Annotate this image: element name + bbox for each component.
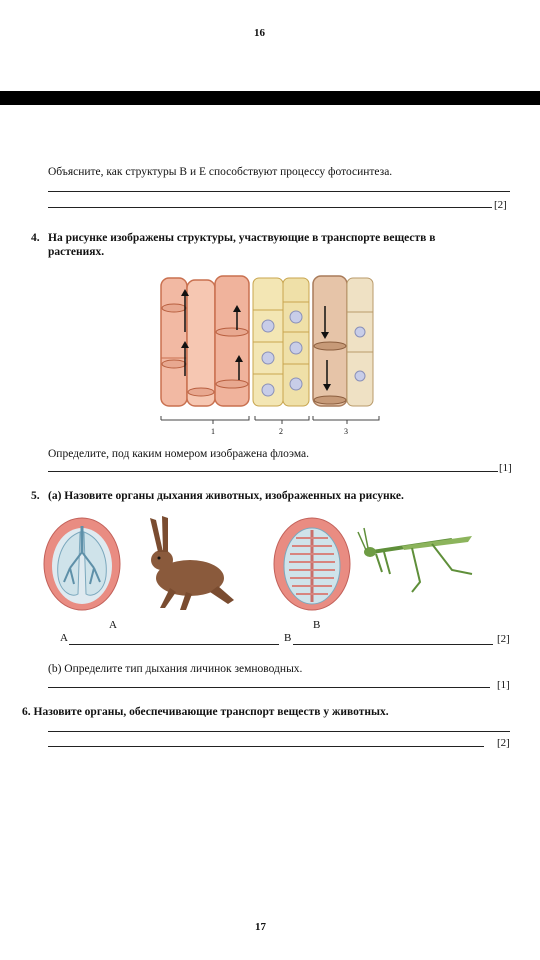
figure-label-1: 1 (211, 427, 215, 436)
question-4-subquestion: Определите, под каким номером изображена флоэма. (48, 448, 310, 460)
figure-label-3: 3 (344, 427, 348, 436)
answer-line[interactable] (48, 731, 510, 732)
page-number-top: 16 (254, 27, 265, 39)
question-number: 5. (31, 490, 40, 502)
animal-figure-b (272, 512, 482, 616)
figure-label-a: A (109, 619, 117, 631)
animal-figure-a (42, 512, 242, 616)
lungs-hare-illustration (42, 512, 242, 616)
answer-line[interactable] (48, 746, 484, 747)
answer-line[interactable] (48, 191, 510, 192)
marks-label: [1] (499, 462, 512, 474)
answer-line[interactable] (48, 207, 492, 208)
question-4-prompt-line2: растениях. (48, 246, 105, 258)
figure-label-2: 2 (279, 427, 283, 436)
answer-line-b[interactable] (293, 644, 493, 645)
page-number-bottom: 17 (255, 921, 266, 933)
marks-label: [2] (494, 199, 507, 211)
question-4-prompt-line1: На рисунке изображены структуры, участвующие в транспорте веществ в (48, 232, 436, 244)
answer-line[interactable] (48, 687, 490, 688)
answer-line-a[interactable] (69, 644, 279, 645)
plant-transport-figure (155, 272, 385, 442)
page-divider-bar (0, 91, 540, 105)
question-6-prompt: 6. Назовите органы, обеспечивающие транспорт веществ у животных. (22, 706, 389, 718)
question-5b-prompt: (b) Определите тип дыхания личинок земноводных. (48, 663, 303, 675)
answer-prefix-a: A (60, 632, 68, 644)
marks-label: [1] (497, 679, 510, 691)
marks-label: [2] (497, 737, 510, 749)
gills-insect-illustration (272, 512, 482, 616)
question-5a-prompt: (a) Назовите органы дыхания животных, изображенных на рисунке. (48, 490, 404, 502)
answer-line[interactable] (48, 471, 498, 472)
question-number: 4. (31, 232, 40, 244)
plant-vessels-illustration (155, 272, 385, 442)
figure-label-b: B (313, 619, 321, 631)
answer-prefix-b: B (284, 632, 292, 644)
marks-label: [2] (497, 633, 510, 645)
question-prompt-prev: Объясните, как структуры В и Е способствуют процессу фотосинтеза. (48, 166, 393, 178)
